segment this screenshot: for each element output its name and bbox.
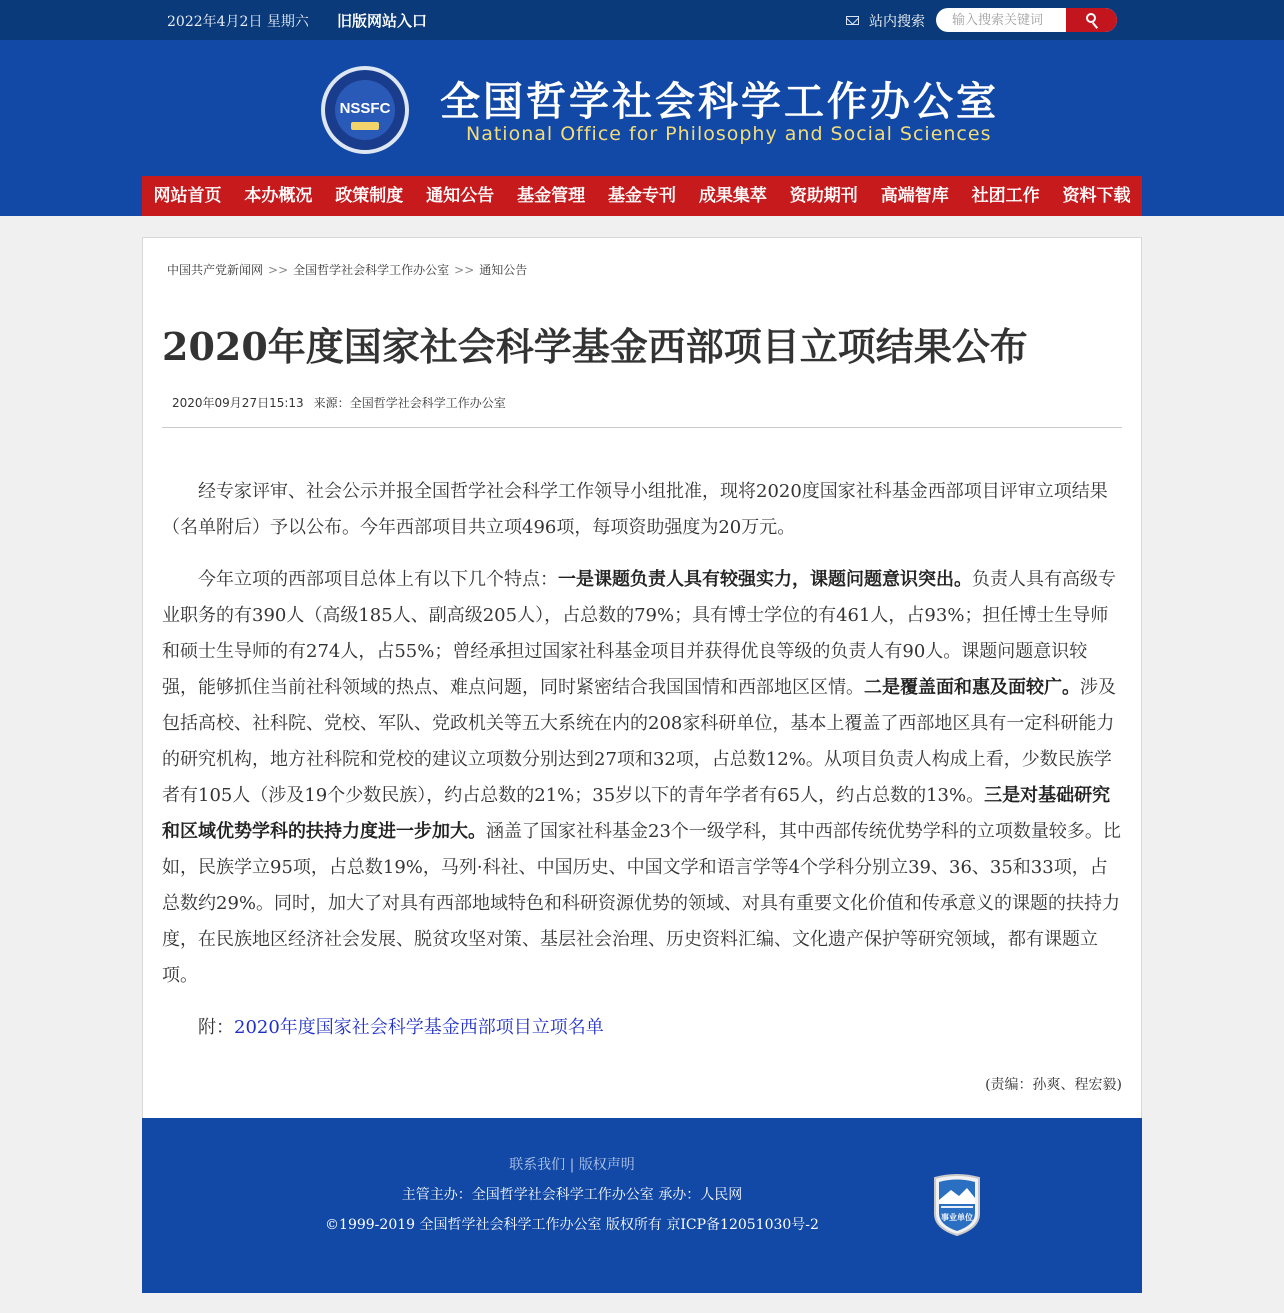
badge-text: 事业单位 [941, 1213, 973, 1222]
highlight: 一是课题负责人具有较强实力，课题问题意识突出。 [558, 569, 972, 590]
nav-item-think-tanks[interactable]: 高端智库 [880, 186, 949, 206]
nav-item-home[interactable]: 网站首页 [153, 186, 222, 206]
publish-date: 2020年09月27日15:13 [172, 396, 304, 410]
breadcrumb-separator: >> [454, 263, 475, 277]
nav-item-achievements[interactable]: 成果集萃 [698, 186, 767, 206]
divider [162, 427, 1122, 428]
logo-text: NSSFC [339, 100, 391, 117]
page-title: 2020年度国家社会科学基金西部项目立项结果公布 [162, 324, 1028, 369]
breadcrumb-item[interactable]: 中国共产党新闻网 [167, 263, 264, 277]
footer-links: 联系我们 | 版权声明 [509, 1157, 635, 1173]
breadcrumb-separator: >> [268, 263, 289, 277]
breadcrumb [167, 261, 527, 278]
nav-item-notices[interactable]: 通知公告 [426, 186, 495, 206]
breadcrumb-item[interactable]: 通知公告 [479, 263, 528, 277]
attachment-paragraph [162, 1010, 1122, 1046]
nav-item-societies[interactable]: 社团工作 [971, 186, 1040, 206]
highlight: 三是对基础研究和区域优势学科的扶持力度进一步加大。 [162, 785, 1111, 842]
nav-item-about[interactable]: 本办概况 [244, 186, 313, 206]
old-site-link[interactable]: 旧版网站入口 [337, 12, 428, 30]
nav-item-funded-journals[interactable]: 资助期刊 [789, 186, 858, 206]
top-bar [0, 0, 1284, 40]
site-subtitle: National Office for Philosophy and Social Sciences [466, 123, 992, 145]
attachment-label: 附： [198, 1017, 234, 1038]
nav-item-policy[interactable]: 政策制度 [335, 186, 404, 206]
search-button[interactable] [1066, 8, 1117, 32]
search-label: 站内搜索 [869, 14, 925, 30]
highlight: 二是覆盖面和惠及面较广。 [864, 677, 1080, 698]
current-date: 2022年4月2日 星期六 [167, 14, 309, 30]
attachment-link[interactable]: 2020年度国家社会科学基金西部项目立项名单 [234, 1017, 604, 1038]
copyright-link[interactable]: 版权声明 [578, 1157, 635, 1173]
nssfc-logo[interactable] [321, 66, 409, 154]
article-meta [172, 394, 506, 411]
source-label: 来源： [313, 396, 350, 410]
source-name: 全国哲学社会科学工作办公室 [349, 396, 506, 410]
site-title: 全国哲学社会科学工作办公室 [440, 78, 999, 125]
main-nav [142, 176, 1142, 216]
footer-copyright: ©1999-2019 全国哲学社会科学工作办公室 版权所有 京ICP备12051030号-2 [325, 1217, 819, 1233]
nav-item-fund-management[interactable]: 基金管理 [517, 186, 586, 206]
search-box [936, 8, 1117, 32]
institution-badge-icon[interactable] [931, 1174, 983, 1236]
article-container [142, 237, 1142, 1119]
editor-credit: (责编：孙爽、程宏毅) [985, 1077, 1122, 1093]
nav-item-downloads[interactable]: 资料下载 [1062, 186, 1131, 206]
paragraph: 经专家评审、社会公示并报全国哲学社会科学工作领导小组批准，现将2020度国家社科基金西部项目评审立项结果（名单附后）予以公布。今年西部项目共立项496项，每项资助强度为20万元。 [162, 481, 1108, 538]
site-footer [142, 1118, 1142, 1293]
search-icon [1086, 13, 1096, 23]
site-header [0, 40, 1284, 216]
contact-link[interactable]: 联系我们 [509, 1157, 566, 1173]
book-icon [351, 122, 379, 130]
article-body [162, 474, 1122, 1062]
mail-icon [846, 16, 859, 25]
footer-organizer: 主管主办：全国哲学社会科学工作办公室 承办：人民网 [401, 1187, 743, 1203]
paragraph: 今年立项的西部项目总体上有以下几个特点：一是课题负责人具有较强实力，课题问题意识突出。负责人具有高级专业职务的有390人（高级185人、副高级205人），占总数的79%；具有博士学位的有461人，占93%；担任博士生导师和硕士生导师的有274人，占55%；曾经承担过国家社科基金项目并获得优良等级的负责人有90人。课题问题意识较强，能够抓住当前社科领域的热点、难点问题，同时紧密结合我国国情和西部地区区情。二是覆盖面和惠及面较广。涉及包括高校、社科院、党校、军队、党政机关等五大系统在内的208家科研单位，基本上覆盖了西部地区具有一定科研能力的研究机构，地方社科院和党校的建议立项数分别达到27项和32项，占总数12%。从项目负责人构成上看，少数民族学者有105人（涉及19个少数民族），约占总数的21%；35岁以下的青年学者有65人，约占总数的13%。三是对基础研究和区域优势学科的扶持力度进一步加大。涵盖了国家社科基金23个一级学科，其中西部传统优势学科的立项数量较多。比如，民族学立95项，占总数19%，马列·科社、中国历史、中国文学和语言学等4个学科分别立39、36、35和33项，占总数约29%。同时，加大了对具有西部地域特色和科研资源优势的领域、对具有重要文化价值和传承意义的课题的扶持力度，在民族地区经济社会发展、脱贫攻坚对策、基层社会治理、历史资料汇编、文化遗产保护等研究领域，都有课题立项。 [162, 569, 1121, 986]
breadcrumb-item[interactable]: 全国哲学社会科学工作办公室 [293, 263, 450, 277]
nav-item-fund-journal[interactable]: 基金专刊 [607, 186, 676, 206]
search-input[interactable] [936, 8, 1080, 32]
